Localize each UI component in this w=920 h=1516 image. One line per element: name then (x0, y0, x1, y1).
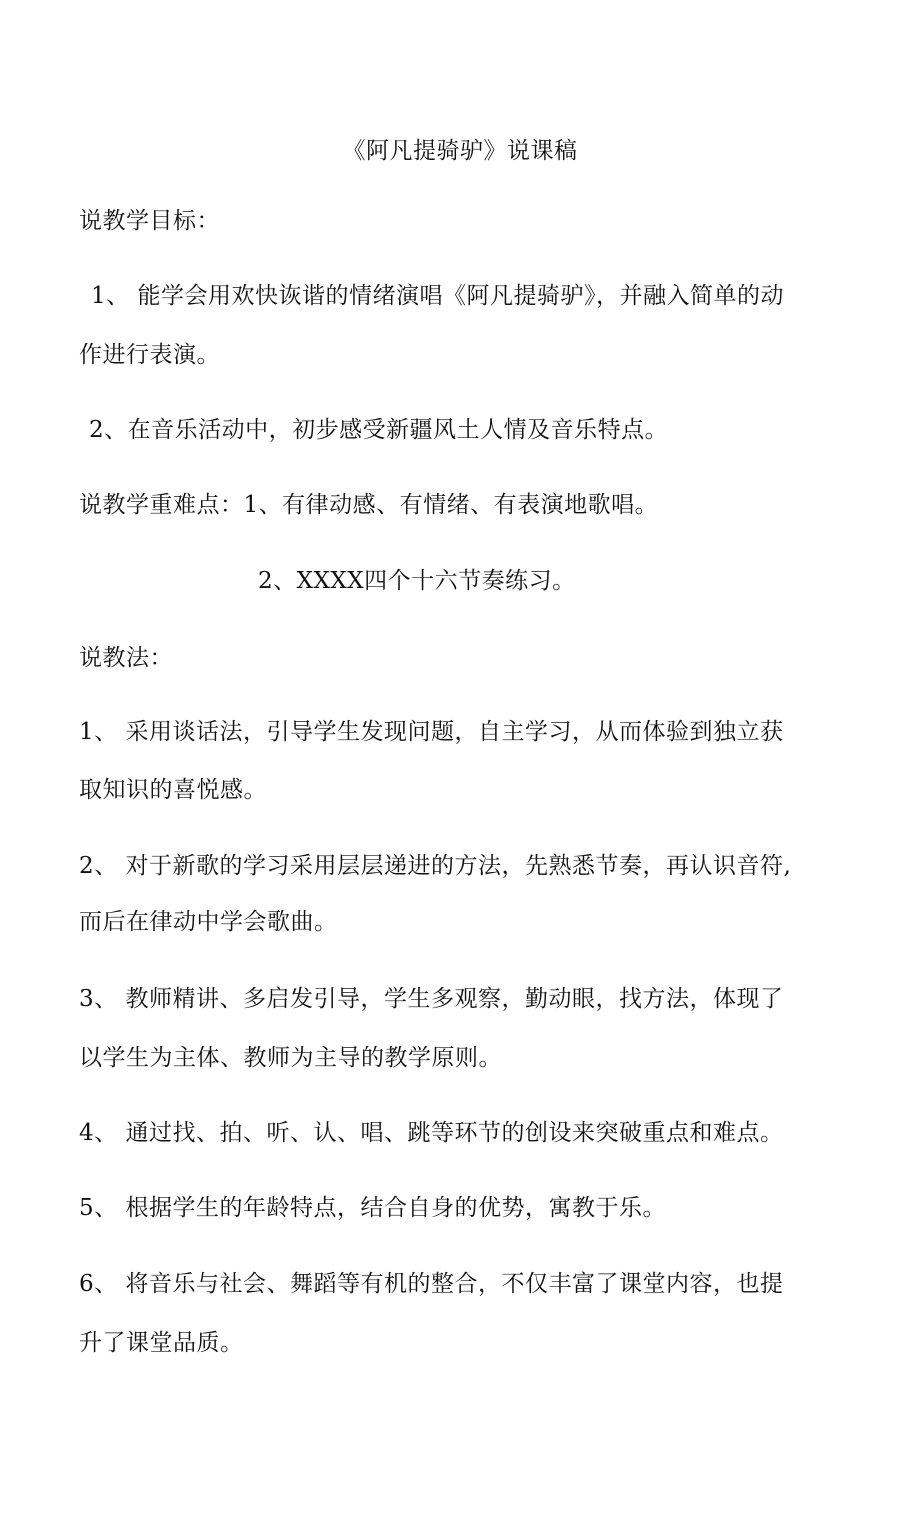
goal-item-2: 2、在音乐活动中，初步感受新疆风土人情及音乐特点。 (89, 417, 669, 443)
method-item-3-line-1: 3、 教师精讲、多启发引导，学生多观察，勤动眼，找方法，体现了 (79, 986, 784, 1012)
goal-item-1-line-2: 作进行表演。 (79, 342, 220, 368)
method-item-3-line-2: 以学生为主体、教师为主导的教学原则。 (79, 1045, 502, 1071)
goal-item-1-line-1: 1、 能学会用欢快诙谐的情绪演唱《阿凡提骑驴》，并融入简单的动 (91, 283, 784, 309)
key-points-line-1: 说教学重难点：1、有律动感、有情绪、有表演地歌唱。 (79, 492, 659, 518)
method-item-2-line-2: 而后在律动中学会歌曲。 (79, 909, 338, 935)
method-item-5: 5、 根据学生的年龄特点，结合自身的优势，寓教于乐。 (79, 1195, 666, 1221)
method-item-2-line-1: 2、 对于新歌的学习采用层层递进的方法，先熟悉节奏，再认识音符, (79, 853, 792, 879)
method-item-6-line-1: 6、 将音乐与社会、舞蹈等有机的整合，不仅丰富了课堂内容，也提 (79, 1271, 784, 1297)
goals-heading: 说教学目标： (79, 208, 220, 234)
key-points-line-2: 2、XXXX四个十六节奏练习。 (258, 568, 576, 594)
method-item-1-line-2: 取知识的喜悦感。 (79, 777, 267, 803)
method-item-6-line-2: 升了课堂品质。 (79, 1330, 244, 1356)
methods-heading: 说教法： (79, 645, 173, 671)
document-title: 《阿凡提骑驴》说课稿 (342, 138, 578, 164)
method-item-1-line-1: 1、 采用谈话法，引导学生发现问题，自主学习，从而体验到独立获 (79, 719, 784, 745)
method-item-4: 4、 通过找、拍、听、认、唱、跳等环节的创设来突破重点和难点。 (79, 1120, 784, 1146)
